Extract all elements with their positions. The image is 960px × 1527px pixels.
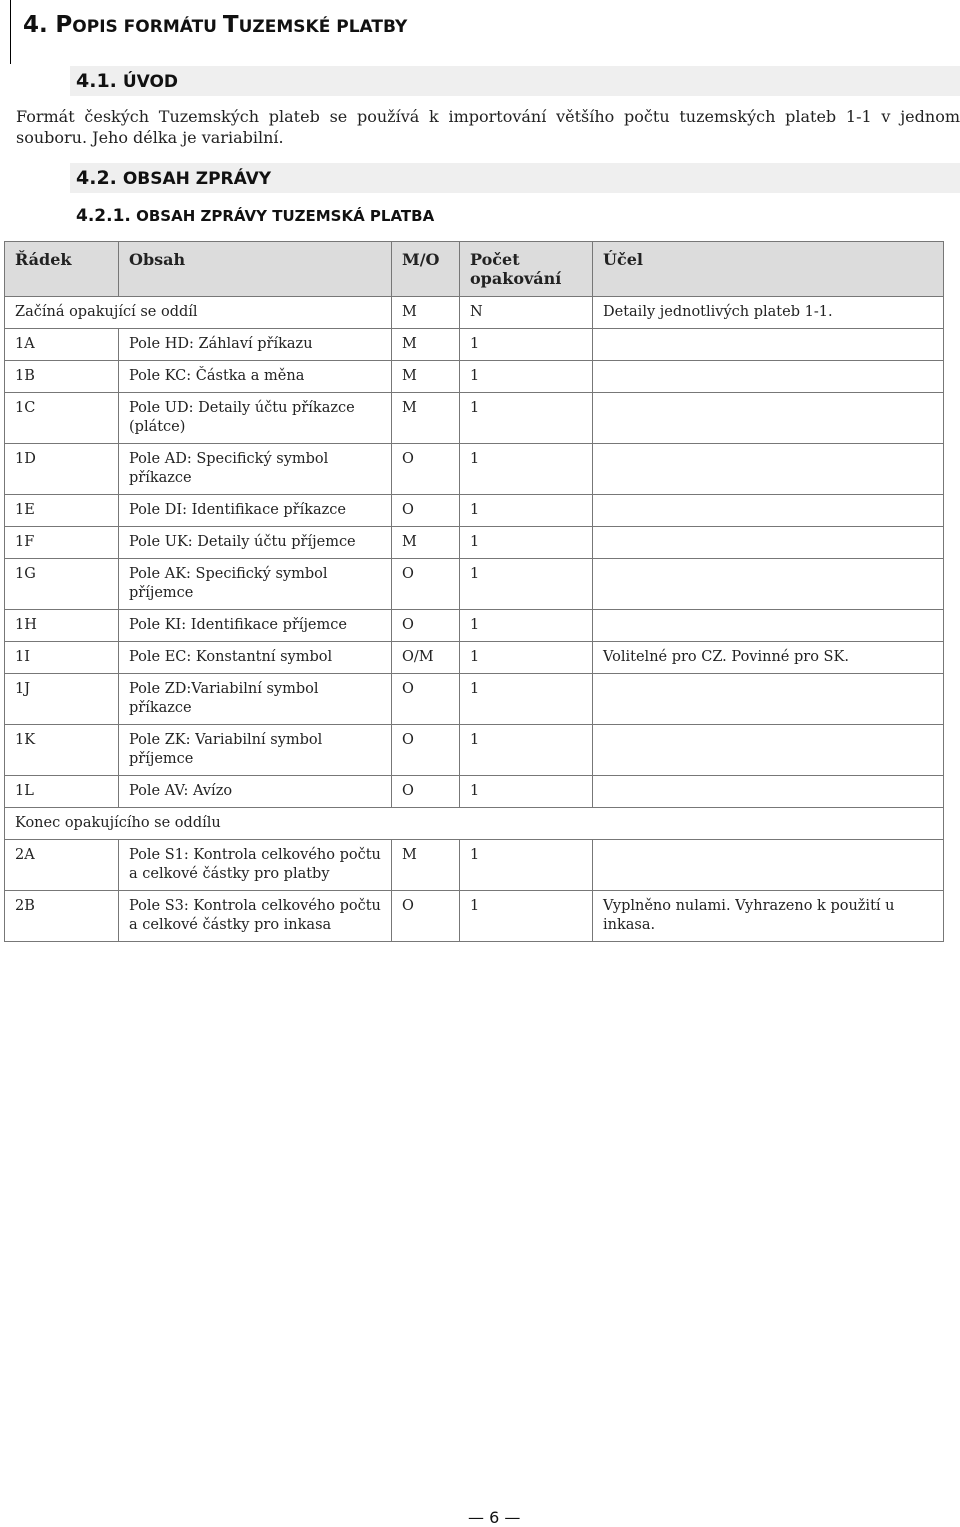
table-header-row — [5, 242, 944, 297]
table-row: 1G Pole AK: Specifický symbol příjemce O 1 — [5, 559, 944, 610]
header-mo-col: M/O — [392, 242, 460, 297]
table-row: 2B Pole S3: Kontrola celkového počtu a celkové částky pro inkasa O 1 Vyplněno nulami. Vyhrazeno k použití u inkasa. — [5, 891, 944, 942]
section-heading-intro: 4.1. ÚVOD — [70, 66, 960, 96]
header-count-col: Počet opakování — [460, 242, 593, 297]
table-row: 1F Pole UK: Detaily účtu příjemce M 1 — [5, 527, 944, 559]
table-row: 2A Pole S1: Kontrola celkového počtu a celkové částky pro platby M 1 — [5, 840, 944, 891]
section-start-count: N — [460, 297, 593, 329]
header-content-col: Obsah — [119, 242, 392, 297]
chapter-heading: 4. POPIS FORMÁTU TUZEMSKÉ PLATBY — [10, 0, 960, 64]
header-row-col: Řádek — [5, 242, 119, 297]
table-row: 1I Pole EC: Konstantní symbol O/M 1 Volitelné pro CZ. Povinné pro SK. — [5, 642, 944, 674]
section-heading-message-content: 4.2. OBSAH ZPRÁVY — [70, 163, 960, 193]
section-end-label: Konec opakujícího se oddílu — [5, 808, 944, 840]
header-purpose-col: Účel — [593, 242, 944, 297]
table-row: 1L Pole AV: Avízo O 1 — [5, 776, 944, 808]
table-row: 1K Pole ZK: Variabilní symbol příjemce O 1 — [5, 725, 944, 776]
section-start-mo: M — [392, 297, 460, 329]
table-row: 1B Pole KC: Částka a měna M 1 — [5, 361, 944, 393]
section-start-purpose: Detaily jednotlivých plateb 1-1. — [593, 297, 944, 329]
section-start-label: Začíná opakující se oddíl — [5, 297, 392, 329]
subsection-heading-domestic-payment: 4.2.1. OBSAH ZPRÁVY TUZEMSKÁ PLATBA — [76, 206, 435, 226]
message-content-table — [4, 241, 944, 942]
intro-paragraph: Formát českých Tuzemských plateb se používá k importování většího počtu tuzemských plateb 1-1 v jednom souboru. Jeho délka je variabilní. — [16, 107, 960, 147]
section-end-row — [5, 808, 944, 840]
table-row: 1H Pole KI: Identifikace příjemce O 1 — [5, 610, 944, 642]
table-row: 1A Pole HD: Záhlaví příkazu M 1 — [5, 329, 944, 361]
page-number: — 6 — — [468, 1508, 521, 1527]
section-start-row — [5, 297, 944, 329]
table-row: 1J Pole ZD:Variabilní symbol příkazce O 1 — [5, 674, 944, 725]
table-row: 1D Pole AD: Specifický symbol příkazce O 1 — [5, 444, 944, 495]
table-row: 1C Pole UD: Detaily účtu příkazce (plátce) M 1 — [5, 393, 944, 444]
table-row: 1E Pole DI: Identifikace příkazce O 1 — [5, 495, 944, 527]
